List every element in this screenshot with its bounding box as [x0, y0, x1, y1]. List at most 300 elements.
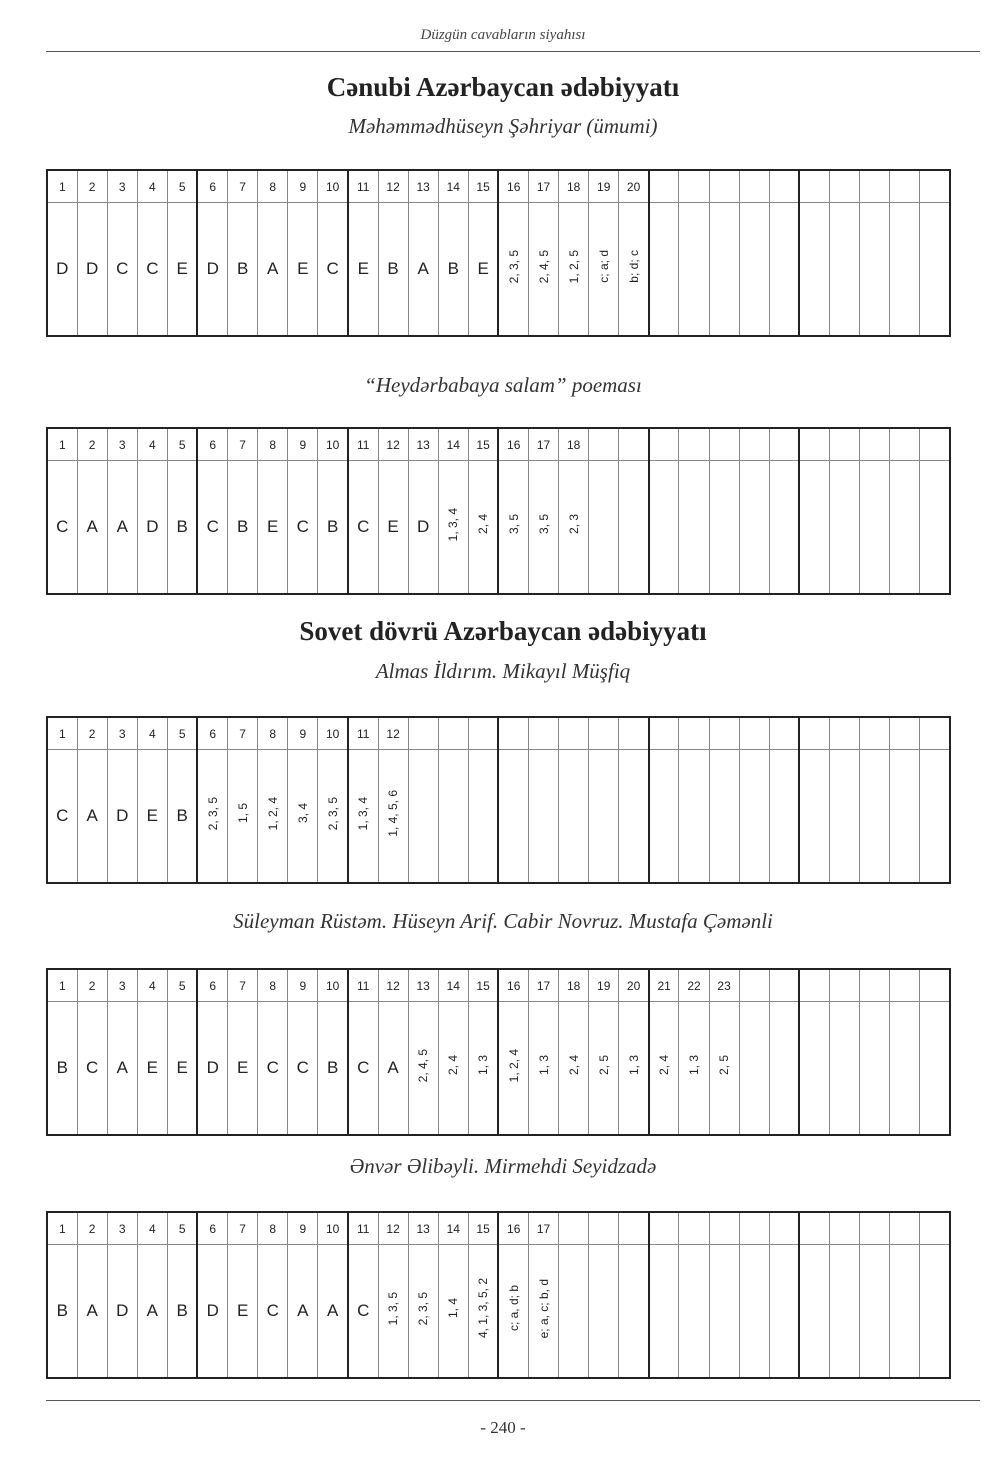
empty-cell — [799, 461, 829, 595]
answer-text: 2, 3, 5 — [205, 796, 220, 831]
empty-cell — [799, 428, 829, 461]
empty-cell — [890, 1245, 920, 1379]
answer-text: 2, 4 — [446, 1055, 461, 1076]
question-number: 6 — [197, 1212, 227, 1245]
question-number: 11 — [348, 428, 378, 461]
question-number: 12 — [378, 428, 408, 461]
answer-table-rustam-arif-novruz-chamanli — [46, 968, 951, 1136]
question-number: 8 — [258, 717, 288, 750]
answer-cell — [468, 461, 498, 595]
empty-cell — [739, 1245, 769, 1379]
empty-cell — [679, 428, 709, 461]
footer-rule — [46, 1400, 980, 1401]
answer-table-shahriyar — [46, 169, 951, 337]
question-number: 3 — [107, 1212, 137, 1245]
question-number: 18 — [559, 428, 589, 461]
empty-cell — [739, 170, 769, 203]
empty-cell — [649, 170, 679, 203]
answer-cell: D — [107, 1245, 137, 1379]
answer-cell: C — [137, 203, 167, 337]
question-number: 9 — [288, 969, 318, 1002]
empty-cell — [408, 717, 438, 750]
question-number: 7 — [228, 428, 258, 461]
question-number: 16 — [498, 170, 528, 203]
answer-cell — [438, 1245, 468, 1379]
empty-cell — [769, 750, 799, 884]
answer-cell: E — [167, 1002, 197, 1136]
answer-text: 1, 3 — [536, 1055, 551, 1076]
answer-cell: A — [107, 1002, 137, 1136]
subtitle-alibayli-seyidzada: Ənvər Əlibəyli. Mirmehdi Seyidzadə — [349, 1154, 657, 1178]
answer-text: 2, 4 — [566, 1055, 581, 1076]
answer-text: 2, 5 — [596, 1055, 611, 1076]
question-number-row — [47, 428, 950, 461]
question-number: 9 — [288, 428, 318, 461]
question-number: 11 — [348, 1212, 378, 1245]
question-number: 5 — [167, 717, 197, 750]
answer-row — [47, 461, 950, 595]
empty-cell — [799, 170, 829, 203]
empty-cell — [739, 1212, 769, 1245]
answer-text: 1, 3 — [626, 1055, 641, 1076]
empty-cell — [920, 1245, 950, 1379]
empty-cell — [890, 428, 920, 461]
answer-cell — [529, 1245, 559, 1379]
question-number: 7 — [228, 170, 258, 203]
empty-cell — [860, 969, 890, 1002]
question-number: 6 — [197, 428, 227, 461]
empty-cell — [649, 461, 679, 595]
question-number: 8 — [258, 969, 288, 1002]
answer-cell: B — [318, 1002, 348, 1136]
answer-table-heydarbaba — [46, 427, 951, 595]
empty-cell — [799, 717, 829, 750]
answer-cell: C — [288, 461, 318, 595]
question-number: 9 — [288, 170, 318, 203]
answer-cell: C — [318, 203, 348, 337]
question-number: 12 — [378, 717, 408, 750]
empty-cell — [529, 750, 559, 884]
answer-cell — [498, 203, 528, 337]
empty-cell — [920, 203, 950, 337]
question-number: 1 — [47, 969, 77, 1002]
empty-cell — [529, 717, 559, 750]
answer-text: 2, 3, 5 — [416, 1291, 431, 1326]
question-number: 10 — [318, 170, 348, 203]
question-number: 19 — [589, 170, 619, 203]
question-number: 10 — [318, 1212, 348, 1245]
answer-text: 3, 5 — [506, 514, 521, 535]
empty-cell — [920, 750, 950, 884]
question-number: 5 — [167, 969, 197, 1002]
empty-cell — [799, 750, 829, 884]
question-number: 2 — [77, 717, 107, 750]
question-number: 6 — [197, 717, 227, 750]
empty-cell — [739, 461, 769, 595]
question-number: 13 — [408, 969, 438, 1002]
answer-cell: C — [197, 461, 227, 595]
answer-text: 1, 3 — [687, 1055, 702, 1076]
question-number: 7 — [228, 969, 258, 1002]
running-head: Düzgün cavabların siyahısı — [420, 27, 586, 43]
answer-cell — [318, 750, 348, 884]
answer-cell: D — [197, 203, 227, 337]
answer-cell: B — [228, 461, 258, 595]
empty-cell — [769, 461, 799, 595]
answer-cell: B — [318, 461, 348, 595]
question-number: 13 — [408, 428, 438, 461]
question-number: 4 — [137, 428, 167, 461]
answer-text: e; a, c; b, d — [536, 1278, 551, 1339]
empty-cell — [829, 717, 859, 750]
empty-cell — [829, 203, 859, 337]
answer-text: 2, 4, 5 — [416, 1048, 431, 1083]
question-number: 3 — [107, 969, 137, 1002]
answer-cell — [258, 750, 288, 884]
empty-cell — [799, 1245, 829, 1379]
answer-table-ildirim-mushfiq — [46, 716, 951, 884]
question-number: 2 — [77, 170, 107, 203]
empty-cell — [769, 1002, 799, 1136]
empty-cell — [619, 428, 649, 461]
question-number: 8 — [258, 170, 288, 203]
question-number: 17 — [529, 969, 559, 1002]
empty-cell — [739, 428, 769, 461]
subtitle-ildirim-mushfiq: Almas İldırım. Mikayıl Müşfiq — [375, 659, 631, 683]
question-number: 10 — [318, 969, 348, 1002]
question-number: 14 — [438, 969, 468, 1002]
empty-cell — [890, 170, 920, 203]
empty-cell — [619, 1245, 649, 1379]
question-number: 17 — [529, 1212, 559, 1245]
empty-cell — [920, 717, 950, 750]
answer-cell: B — [167, 1245, 197, 1379]
question-number: 9 — [288, 717, 318, 750]
answer-cell: D — [137, 461, 167, 595]
empty-cell — [619, 717, 649, 750]
empty-cell — [679, 717, 709, 750]
question-number: 1 — [47, 717, 77, 750]
answer-text: 2, 4 — [476, 514, 491, 535]
answer-cell — [559, 461, 589, 595]
answer-cell: B — [167, 750, 197, 884]
answer-cell — [228, 750, 258, 884]
question-number: 1 — [47, 428, 77, 461]
empty-cell — [679, 170, 709, 203]
answer-cell: E — [167, 203, 197, 337]
empty-cell — [890, 717, 920, 750]
empty-cell — [589, 750, 619, 884]
question-number: 4 — [137, 717, 167, 750]
answer-row — [47, 750, 950, 884]
empty-cell — [739, 717, 769, 750]
answer-cell: D — [197, 1002, 227, 1136]
answer-cell: C — [348, 1245, 378, 1379]
question-number: 14 — [438, 1212, 468, 1245]
question-number-row — [47, 1212, 950, 1245]
answer-cell: E — [348, 203, 378, 337]
empty-cell — [619, 461, 649, 595]
empty-cell — [559, 1212, 589, 1245]
question-number: 4 — [137, 170, 167, 203]
answer-cell: C — [258, 1245, 288, 1379]
question-number: 6 — [197, 170, 227, 203]
answer-cell: A — [77, 750, 107, 884]
empty-cell — [709, 1245, 739, 1379]
empty-cell — [709, 717, 739, 750]
empty-cell — [860, 461, 890, 595]
empty-cell — [559, 1245, 589, 1379]
empty-cell — [890, 750, 920, 884]
answer-text: 4, 1, 3, 5, 2 — [476, 1278, 491, 1339]
answer-cell: A — [258, 203, 288, 337]
answer-cell: A — [107, 461, 137, 595]
empty-cell — [649, 1245, 679, 1379]
answer-cell: B — [378, 203, 408, 337]
answer-cell: B — [47, 1245, 77, 1379]
question-number: 13 — [408, 170, 438, 203]
question-number-row — [47, 717, 950, 750]
empty-cell — [769, 170, 799, 203]
empty-cell — [438, 750, 468, 884]
question-number: 16 — [498, 1212, 528, 1245]
answer-cell — [589, 1002, 619, 1136]
empty-cell — [860, 1245, 890, 1379]
empty-cell — [860, 203, 890, 337]
answer-text: 1, 2, 4 — [265, 796, 280, 831]
answer-cell — [498, 1245, 528, 1379]
answer-cell — [498, 1002, 528, 1136]
answer-cell: E — [258, 461, 288, 595]
section-title-southern-azerbaijan: Cənubi Azərbaycan ədəbiyyatı — [326, 72, 680, 102]
answer-cell — [709, 1002, 739, 1136]
question-number-row — [47, 969, 950, 1002]
empty-cell — [649, 203, 679, 337]
answer-cell: C — [47, 750, 77, 884]
answer-cell — [498, 461, 528, 595]
answer-text: 3, 5 — [536, 514, 551, 535]
empty-cell — [739, 969, 769, 1002]
answer-cell: A — [137, 1245, 167, 1379]
answer-cell: A — [408, 203, 438, 337]
answer-text: 1, 3, 4 — [446, 507, 461, 542]
empty-cell — [679, 461, 709, 595]
question-number: 15 — [468, 969, 498, 1002]
answer-text: 1, 3, 4 — [356, 796, 371, 831]
empty-cell — [860, 750, 890, 884]
question-number: 2 — [77, 428, 107, 461]
subtitle-rustam-arif-novruz-chamanli: Süleyman Rüstəm. Hüseyn Arif. Cabir Novruz. Mustafa Çəmənli — [233, 909, 773, 933]
question-number: 6 — [197, 969, 227, 1002]
empty-cell — [559, 750, 589, 884]
empty-cell — [890, 969, 920, 1002]
question-number: 5 — [167, 428, 197, 461]
empty-cell — [799, 969, 829, 1002]
answer-text: 1, 3, 5 — [386, 1291, 401, 1326]
question-number: 20 — [619, 969, 649, 1002]
answer-text: b; d; c — [626, 250, 641, 283]
empty-cell — [829, 461, 859, 595]
answer-text: 2, 4 — [657, 1055, 672, 1076]
empty-cell — [498, 750, 528, 884]
empty-cell — [468, 717, 498, 750]
question-number: 14 — [438, 170, 468, 203]
question-number: 12 — [378, 170, 408, 203]
empty-cell — [408, 750, 438, 884]
empty-cell — [799, 1212, 829, 1245]
empty-cell — [860, 717, 890, 750]
empty-cell — [709, 750, 739, 884]
answer-cell: D — [197, 1245, 227, 1379]
question-number: 17 — [529, 170, 559, 203]
answer-cell — [408, 1002, 438, 1136]
question-number: 15 — [468, 1212, 498, 1245]
question-number: 13 — [408, 1212, 438, 1245]
answer-cell: E — [228, 1245, 258, 1379]
question-number: 20 — [619, 170, 649, 203]
answer-cell: C — [77, 1002, 107, 1136]
empty-cell — [799, 203, 829, 337]
question-number: 15 — [468, 170, 498, 203]
empty-cell — [619, 750, 649, 884]
empty-cell — [829, 1245, 859, 1379]
answer-cell — [378, 1245, 408, 1379]
empty-cell — [890, 1002, 920, 1136]
answer-cell — [288, 750, 318, 884]
empty-cell — [890, 1212, 920, 1245]
empty-cell — [769, 1212, 799, 1245]
empty-cell — [589, 717, 619, 750]
answer-text: 3, 4 — [295, 803, 310, 824]
empty-cell — [679, 1245, 709, 1379]
empty-cell — [769, 717, 799, 750]
empty-cell — [920, 428, 950, 461]
empty-cell — [438, 717, 468, 750]
answer-cell — [348, 750, 378, 884]
empty-cell — [860, 428, 890, 461]
empty-cell — [860, 170, 890, 203]
page-number: - 240 - — [480, 1418, 526, 1437]
question-number: 18 — [559, 170, 589, 203]
answer-cell — [559, 203, 589, 337]
empty-cell — [920, 461, 950, 595]
empty-cell — [829, 1002, 859, 1136]
answer-cell: E — [137, 750, 167, 884]
question-number: 12 — [378, 1212, 408, 1245]
answer-cell: B — [438, 203, 468, 337]
empty-cell — [739, 1002, 769, 1136]
empty-cell — [649, 750, 679, 884]
empty-cell — [649, 1212, 679, 1245]
empty-cell — [709, 461, 739, 595]
section-title-soviet-era: Sovet dövrü Azərbaycan ədəbiyyatı — [299, 616, 707, 646]
header-rule — [46, 51, 980, 52]
empty-cell — [559, 717, 589, 750]
answer-cell — [438, 1002, 468, 1136]
empty-cell — [829, 1212, 859, 1245]
answer-cell: E — [378, 461, 408, 595]
empty-cell — [769, 428, 799, 461]
question-number: 15 — [468, 428, 498, 461]
empty-cell — [829, 969, 859, 1002]
answer-cell — [649, 1002, 679, 1136]
question-number: 3 — [107, 717, 137, 750]
empty-cell — [679, 203, 709, 337]
question-number: 3 — [107, 170, 137, 203]
question-number: 1 — [47, 170, 77, 203]
question-number: 22 — [679, 969, 709, 1002]
empty-cell — [920, 969, 950, 1002]
answer-text: 1, 4 — [446, 1298, 461, 1319]
question-number: 3 — [107, 428, 137, 461]
empty-cell — [589, 461, 619, 595]
answer-cell — [589, 203, 619, 337]
answer-cell: C — [107, 203, 137, 337]
question-number: 4 — [137, 1212, 167, 1245]
empty-cell — [589, 1212, 619, 1245]
answer-cell — [619, 203, 649, 337]
question-number: 4 — [137, 969, 167, 1002]
answer-cell: D — [107, 750, 137, 884]
answer-text: 2, 3, 5 — [506, 249, 521, 284]
answer-text: 1, 3 — [476, 1055, 491, 1076]
question-number: 23 — [709, 969, 739, 1002]
answer-cell: C — [348, 461, 378, 595]
answer-text: 1, 2, 4 — [506, 1048, 521, 1083]
answer-cell: A — [77, 461, 107, 595]
question-number: 9 — [288, 1212, 318, 1245]
answer-cell: A — [288, 1245, 318, 1379]
answer-cell: B — [47, 1002, 77, 1136]
question-number: 21 — [649, 969, 679, 1002]
answer-cell: E — [468, 203, 498, 337]
answer-text: 1, 2, 5 — [566, 249, 581, 284]
answer-cell: A — [77, 1245, 107, 1379]
answer-cell: D — [77, 203, 107, 337]
subtitle-shahriyar: Məhəmmədhüseyn Şəhriyar (ümumi) — [348, 114, 658, 138]
answer-cell — [468, 1245, 498, 1379]
answer-text: 1, 4, 5, 6 — [386, 790, 401, 837]
question-number: 11 — [348, 717, 378, 750]
answer-cell: A — [318, 1245, 348, 1379]
answer-cell: D — [408, 461, 438, 595]
question-number: 7 — [228, 717, 258, 750]
empty-cell — [739, 750, 769, 884]
answer-cell — [529, 1002, 559, 1136]
empty-cell — [709, 170, 739, 203]
answer-cell: C — [258, 1002, 288, 1136]
question-number: 12 — [378, 969, 408, 1002]
answer-cell: E — [228, 1002, 258, 1136]
answer-cell — [197, 750, 227, 884]
answer-cell: C — [348, 1002, 378, 1136]
answer-row — [47, 203, 950, 337]
question-number: 1 — [47, 1212, 77, 1245]
question-number: 14 — [438, 428, 468, 461]
question-number: 8 — [258, 1212, 288, 1245]
empty-cell — [619, 1212, 649, 1245]
question-number: 2 — [77, 1212, 107, 1245]
answer-text: 2, 3 — [566, 514, 581, 535]
empty-cell — [890, 203, 920, 337]
answer-row — [47, 1002, 950, 1136]
empty-cell — [709, 1212, 739, 1245]
empty-cell — [468, 750, 498, 884]
question-number: 16 — [498, 969, 528, 1002]
empty-cell — [890, 461, 920, 595]
answer-cell: C — [47, 461, 77, 595]
answer-table-alibayli-seyidzada — [46, 1211, 951, 1379]
